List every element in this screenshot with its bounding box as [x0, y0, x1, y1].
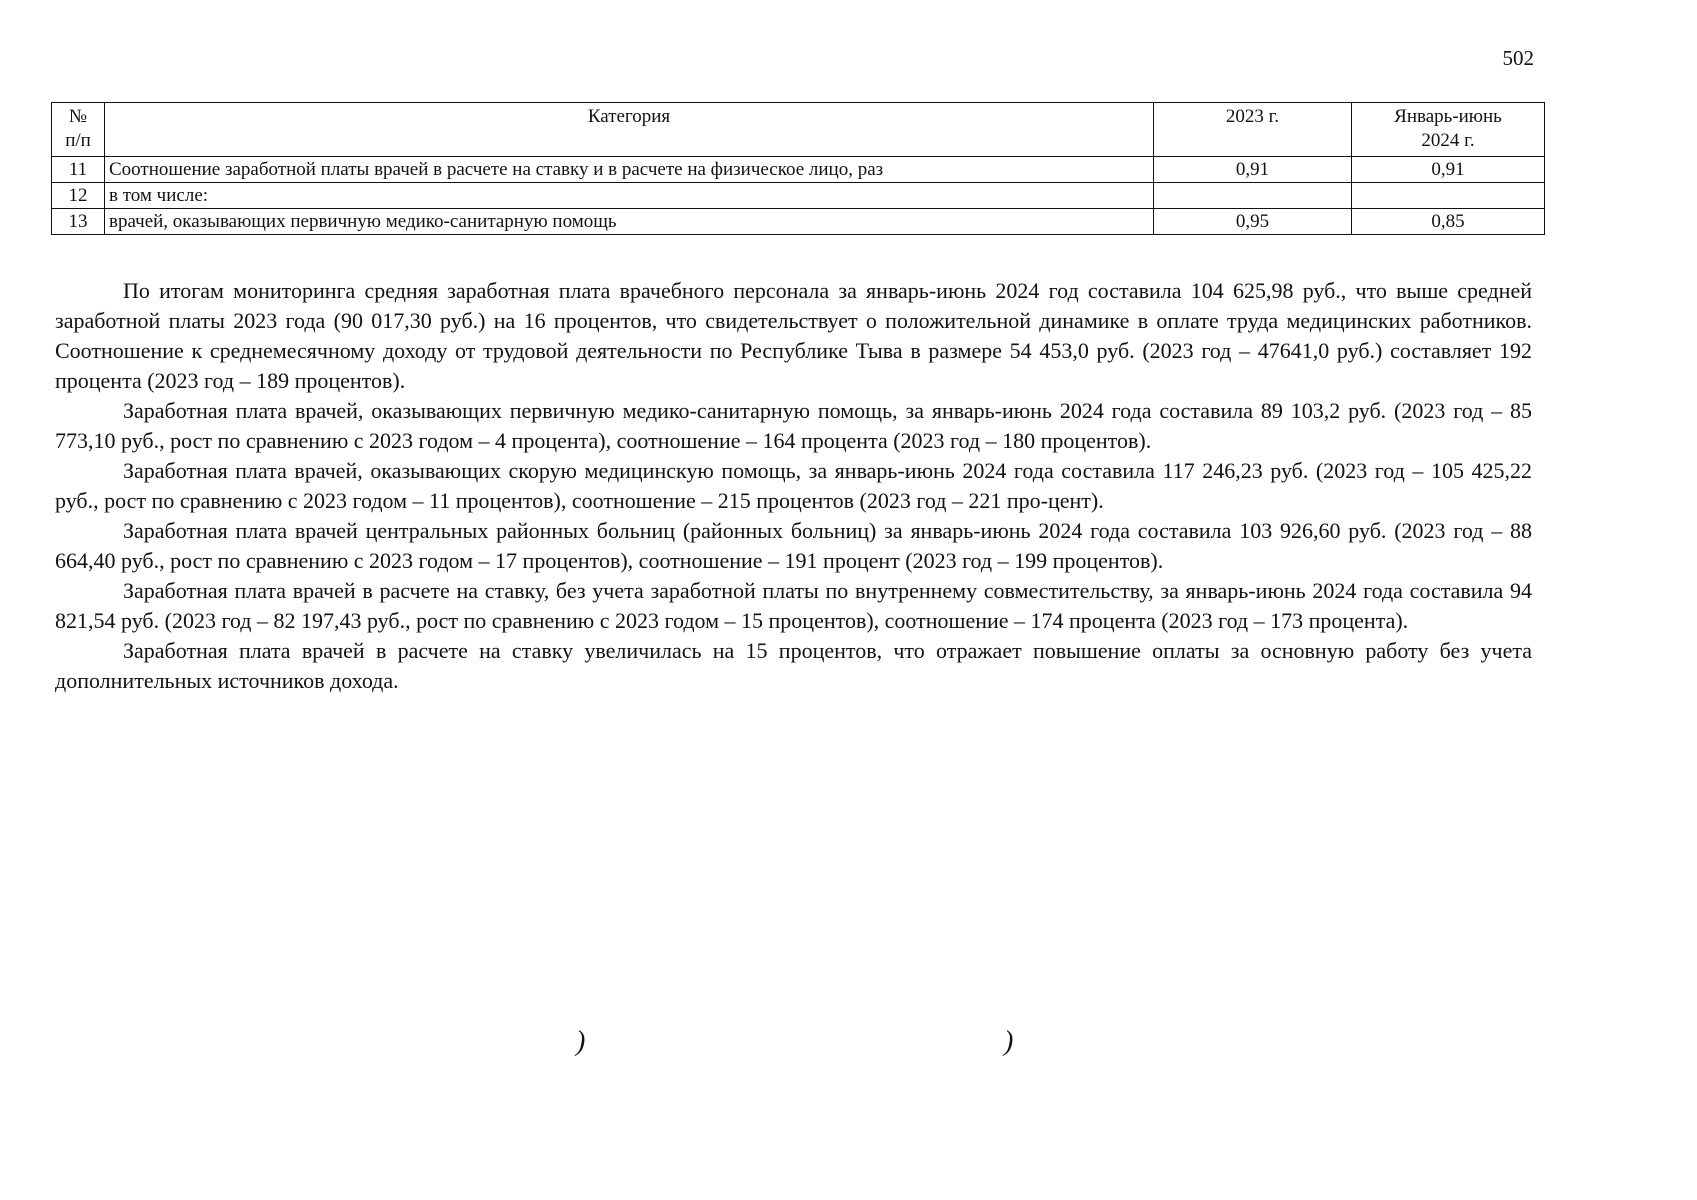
salary-ratio-table: [51, 102, 1545, 235]
header-number: № п/п: [52, 103, 105, 157]
paragraph: По итогам мониторинга средняя заработная плата врачебного персонала за январь-июнь 2024 год составила 104 625,98 руб., что выше средней заработной платы 2023 года (90 017,30 руб.) на 16 процентов, что свидетельствует о положительной динамике в оплате труда медицинских работников. Соотношение к среднемесячному доходу от трудовой деятельности по Республике Тыва в размере 54 453,0 руб. (2023 год – 47641,0 руб.) составляет 192 процента (2023 год – 189 процентов).: [55, 278, 1532, 393]
table-row: [52, 183, 1545, 209]
row-category: Соотношение заработной платы врачей в расчете на ставку и в расчете на физическое лицо, раз: [105, 157, 1154, 183]
body-text: [55, 276, 1532, 696]
row-category: в том числе:: [105, 183, 1154, 209]
paragraph: Заработная плата врачей, оказывающих первичную медико-санитарную помощь, за январь-июнь 2024 года составила 89 103,2 руб. (2023 год – 85 773,10 руб., рост по сравнению с 2023 годом – 4 процента), соотношение – 164 процента (2023 год – 180 процентов).: [55, 398, 1532, 453]
row-number: 11: [52, 157, 105, 183]
scan-mark-right: ): [1004, 1026, 1014, 1057]
paragraph: Заработная плата врачей центральных районных больниц (районных больниц) за январь-июнь 2024 года составила 103 926,60 руб. (2023 год – 88 664,40 руб., рост по сравнению с 2023 годом – 17 процентов), соотношение – 191 процент (2023 год – 199 процентов).: [55, 518, 1532, 573]
row-value-2023: 0,91: [1154, 157, 1352, 183]
row-value-2024: 0,85: [1352, 209, 1545, 235]
paragraph: Заработная плата врачей в расчете на ставку увеличилась на 15 процентов, что отражает повышение оплаты за основную работу без учета дополнительных источников дохода.: [55, 638, 1532, 693]
table-row: [52, 157, 1545, 183]
row-value-2024: [1352, 183, 1545, 209]
header-2024: Январь-июнь 2024 г.: [1352, 103, 1545, 157]
paragraph: Заработная плата врачей, оказывающих скорую медицинскую помощь, за январь-июнь 2024 года составила 117 246,23 руб. (2023 год – 105 425,22 руб., рост по сравнению с 2023 годом – 11 процентов), соотношение – 215 процентов (2023 год – 221 про-цент).: [55, 458, 1532, 513]
scan-mark-left: ): [576, 1026, 586, 1057]
page-number: 502: [1502, 46, 1534, 70]
row-value-2023: [1154, 183, 1352, 209]
header-2023: 2023 г.: [1154, 103, 1352, 157]
row-number: 12: [52, 183, 105, 209]
table-header-row: [52, 103, 1545, 157]
row-value-2024: 0,91: [1352, 157, 1545, 183]
paragraph: Заработная плата врачей в расчете на ставку, без учета заработной платы по внутреннему совместительству, за январь-июнь 2024 года составила 94 821,54 руб. (2023 год – 82 197,43 руб., рост по сравнению с 2023 годом – 15 процентов), соотношение – 174 процента (2023 год – 173 процента).: [55, 578, 1532, 633]
table-row: [52, 209, 1545, 235]
row-category: врачей, оказывающих первичную медико-санитарную помощь: [105, 209, 1154, 235]
row-value-2023: 0,95: [1154, 209, 1352, 235]
header-category: Категория: [105, 103, 1154, 157]
row-number: 13: [52, 209, 105, 235]
